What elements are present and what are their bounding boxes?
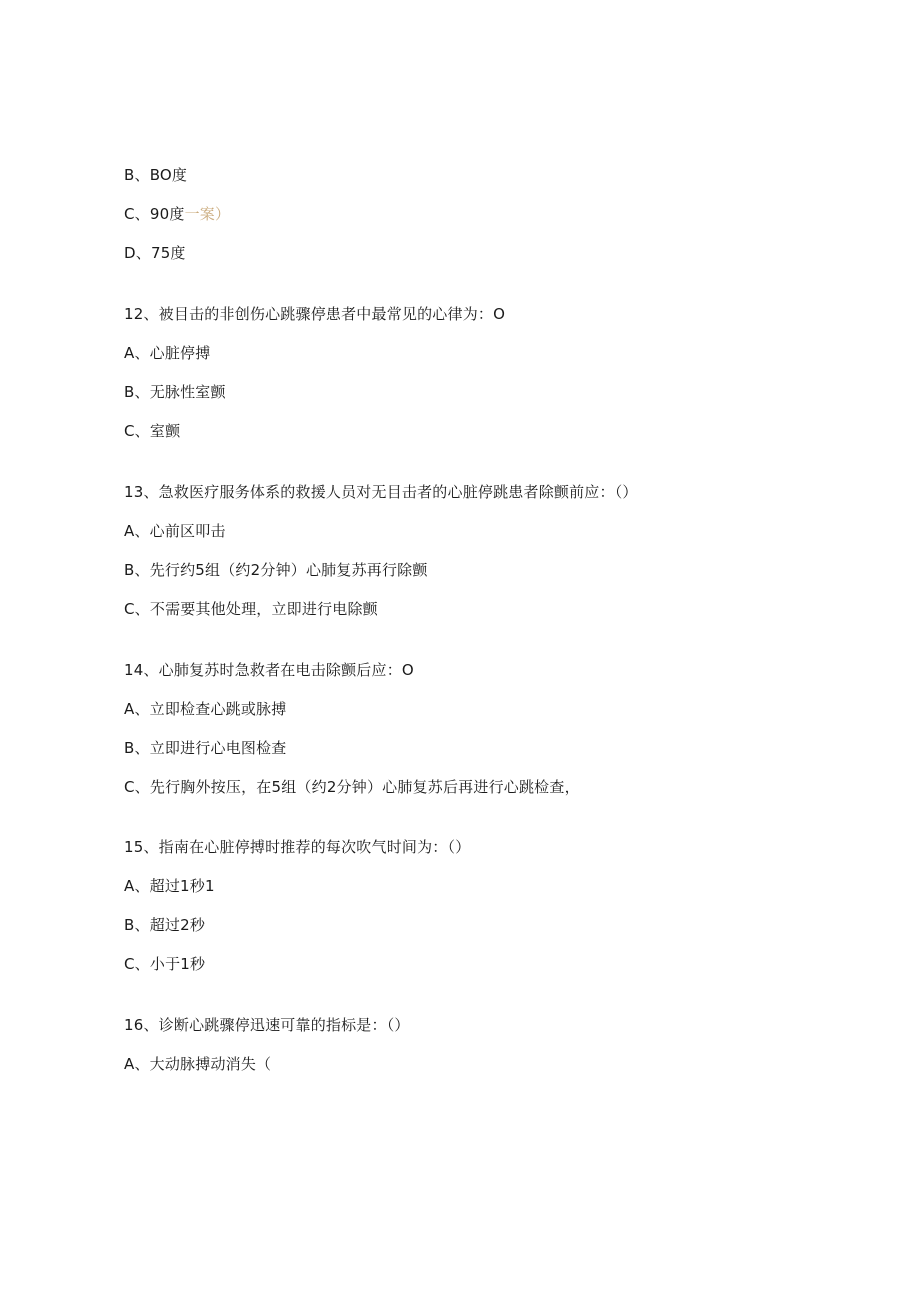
- option-a-q14: A、立即检查心跳或脉搏: [124, 700, 287, 718]
- option-d-q11: D、75度: [124, 244, 186, 262]
- option-a-q15: A、超过1秒1: [124, 877, 215, 895]
- option-b-q14: B、立即进行心电图检查: [124, 739, 287, 757]
- option-c-q15: C、小于1秒: [124, 955, 206, 973]
- option-c-q12: C、室颤: [124, 422, 181, 440]
- option-c-q11: C、90度一案）: [124, 205, 231, 223]
- option-c-q13: C、不需要其他处理，立即进行电除颤: [124, 600, 378, 618]
- question-16: 16、诊断心跳骤停迅速可靠的指标是：（）: [124, 1016, 410, 1034]
- option-c-q14: C、先行胸外按压，在5组（约2分钟）心肺复苏后再进行心跳检查，: [124, 778, 580, 796]
- option-a-q16: A、大动脉搏动消失（: [124, 1055, 272, 1073]
- option-b-q13: B、先行约5组（约2分钟）心肺复苏再行除颤: [124, 561, 428, 579]
- option-b-q11: B、BO度: [124, 166, 188, 184]
- option-a-q12: A、心脏停搏: [124, 344, 211, 362]
- question-15: 15、指南在心脏停搏时推荐的每次吹气时间为：（）: [124, 838, 471, 856]
- question-13: 13、急救医疗服务体系的救援人员对无目击者的心脏停跳患者除颤前应：（）: [124, 483, 638, 501]
- faint-annotation: 一案）: [184, 205, 231, 223]
- option-b-q12: B、无脉性室颤: [124, 383, 226, 401]
- question-14: 14、心肺复苏时急救者在电击除颤后应：O: [124, 661, 414, 679]
- question-12: 12、被目击的非创伤心跳骤停患者中最常见的心律为：O: [124, 305, 506, 323]
- option-b-q15: B、超过2秒: [124, 916, 206, 934]
- option-a-q13: A、心前区叩击: [124, 522, 226, 540]
